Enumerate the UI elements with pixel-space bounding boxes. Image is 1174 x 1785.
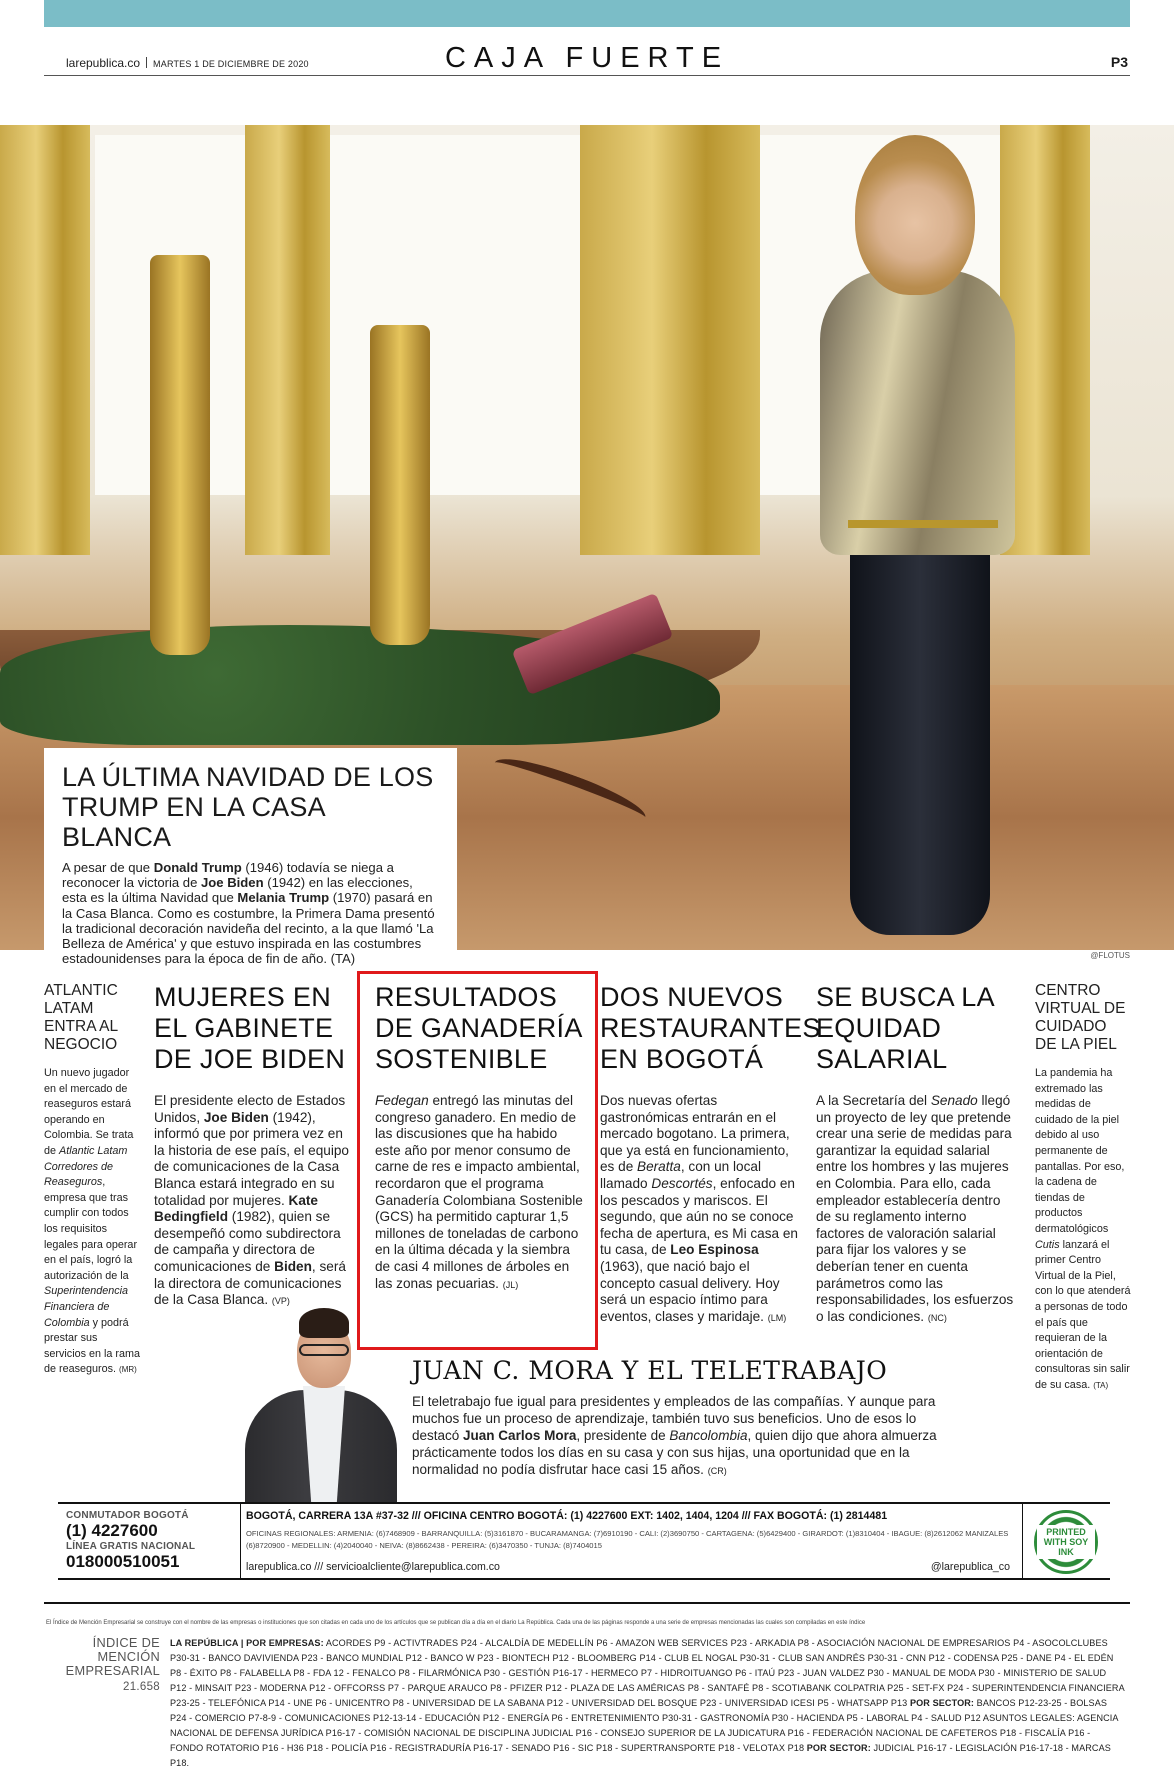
story-body: A la Secretaría del Senado llegó un proyecto de ley que pretende crear una serie de medidas para garantizar la equidad salarial entre los hombres y las mujeres en Colombia. Para ello, cada empleador establecería dentro de su reglamento interno factores de valoración salarial para fijar los valores y se deberían tener en cuenta parámetros como las responsabilidades, los esfuerzos o las condiciones. (NC) [816, 1093, 1014, 1324]
page-number: P3 [1110, 54, 1128, 70]
side-story-atlantic [44, 982, 142, 1378]
story-body: Dos nuevas ofertas gastronómicas entrarán en el mercado bogotano. La primera, que ya está en funcionamiento, es de Beratta, con un local llamado Descortés, enfocado en los pescados y mariscos. El segundo, que aún no se conoce fecha de apertura, es Mi casa en tu casa, de Leo Espinosa (1963), que nació bajo el concepto casual delivery. Hoy será un espacio íntimo para eventos, clases y maridaje. (LM) [600, 1093, 798, 1324]
section-title: CAJA FUERTE [444, 42, 730, 74]
side-story-body: Un nuevo jugador en el mercado de reaseguros estará operando en Colombia. Se trata de Atlantic Latam Corredores de Reaseguros, empresa que tras cumplir con todos los requisitos legales para operar en el país, logró la autorización de la Superintendencia Financiera de Colombia y podrá prestar sus servicios en la rama de reaseguros. (MR) [44, 1067, 141, 1376]
contact-box [58, 1502, 1110, 1580]
index-count: 21.658 [123, 1681, 160, 1693]
main-story [44, 748, 457, 967]
mora-title: JUAN C. MORA Y EL TELETRABAJO [412, 1356, 888, 1385]
gratis-label: LÍNEA GRATIS NACIONAL [66, 1541, 196, 1552]
side-story-body: La pandemia ha extremado las medidas de cuidado de la piel debido al uso permanente de pantallas. Por eso, la cadena de tiendas de productos dermatológicos Cutis lanzará el primer Centro Virtual de la Piel, con lo que atenderá a personas de todo el país que requieran de la orientación de consultoras sin salir de su casa. (TA) [1035, 1067, 1131, 1391]
story-title: MUJERES EN EL GABINETE DE JOE BIDEN [154, 982, 346, 1074]
story-body: Fedegan entregó las minutas del congreso ganadero. En medio de las discusiones que ha habido este año por menor consumo de carne de res e impacto ambiental, recordaron que el programa Ganadería Colombiana Sostenible (GCS) ha permitido capturar 1,5 millones de toneladas de carbono en la última década y la siembra de casi 4 millones de árboles en las zonas pecuarias. (JL) [375, 1093, 583, 1291]
conmutador-number[interactable]: (1) 4227600 [66, 1521, 158, 1540]
issue-date: MARTES 1 DE DICIEMBRE DE 2020 [153, 59, 309, 69]
regional-offices: OFICINAS REGIONALES: ARMENIA: (6)7468909 - BARRANQUILLA: (5)3161870 - BUCARAMANGA: (7)6910190 - CALI: (2)3690750 - CARTAGENA: (5)6429400 - GIRARDOT: (1)8310404 - IBAGUE: (8)2612062 MANIZALES (6)8720900 - MEDELLIN: (4)2040040 - NEIVA: (8)8662438 - PEREIRA: (6)3470350 - TUNJA: (8)7404015 [246, 1529, 1009, 1550]
main-story-title: LA ÚLTIMA NAVIDAD DE LOS TRUMP EN LA CASA BLANCA [62, 762, 434, 852]
conmutador-label: CONMUTADOR BOGOTÁ [66, 1510, 189, 1521]
social-handle[interactable]: @larepublica_co [930, 1561, 1010, 1573]
side-story-title: CENTRO VIRTUAL DE CUIDADO DE LA PIEL [1035, 982, 1126, 1053]
story-mora [412, 1356, 947, 1480]
story-restaurants [600, 982, 821, 1326]
side-story-piel [1035, 982, 1131, 1393]
main-story-body: A pesar de que Donald Trump (1946) todavía se niega a reconocer la victoria de Joe Biden (1942) en las elecciones, esta es la última Navidad que Melania Trump (1970) pasará en la Casa Blanca. Como es costumbre, la Primera Dama presentó la tradicional decoración navideña del recinto, a la que llamó 'La Belleza de América' y que estuvo inspirada en las costumbres estadounidenses para la época de fin de año. (TA) [62, 860, 435, 967]
site-name[interactable]: larepublica.co [66, 56, 141, 70]
gratis-number[interactable]: 018000510051 [66, 1552, 180, 1571]
site-email-links[interactable]: larepublica.co /// servicioalcliente@larepublica.com.co [246, 1561, 500, 1573]
index-note: El Índice de Mención Empresarial se construye con el nombre de las empresas o instituciones que son citadas en cada uno de los artículos que se publican día a día en el diario La República. Cada una de las páginas responde a una serie de empresas mencionadas las cuales son compiladas en este índice [46, 1620, 866, 1626]
company-index [44, 1602, 1130, 1768]
story-biden-cabinet [154, 982, 354, 1310]
soy-ink-logo: PRINTED WITH SOY INK [1034, 1510, 1098, 1574]
mora-portrait [245, 1306, 397, 1502]
phone-block [66, 1510, 234, 1572]
story-body: El presidente electo de Estados Unidos, Joe Biden (1942), informó que por primera vez en la historia de ese país, el equipo de comunicaciones de la Casa Blanca estará integrado en su totalidad por mujeres. Kate Bedingfield (1982), quien se desempeñó como subdirectora de campaña y directora de comunicaciones de Biden, será la directora de comunicaciones de la Casa Blanca. (VP) [154, 1093, 349, 1308]
top-color-bar [44, 0, 1130, 27]
side-story-title: ATLANTIC LATAM ENTRA AL NEGOCIO [44, 982, 118, 1053]
mora-body: El teletrabajo fue igual para presidentes y empleados de las compañías. Y aunque para muchos fue un proceso de aprendizaje, también tuvo sus beneficios. Uno de esos lo destacó Juan Carlos Mora, presidente de Bancolombia, quien dijo que ahora almuerza prácticamente todos los días en su casa y con sus hijas, una oportunidad que en la normalidad no podía disfrutar hace casi 15 años. (CR) [412, 1394, 937, 1477]
index-list: LA REPÚBLICA | POR EMPRESAS: ACORDES P9 - ACTIVTRADES P24 - ALCALDÍA DE MEDELLÍN P6 - AMAZON WEB SERVICES P23 - ARKADIA P8 - ASOCIACIÓN NACIONAL DE EMPRESARIOS P4 - ASOCOLCLUBES P30-31 - BANCO DAVIVIENDA P23 - BANCO MUNDIAL P12 - BANCO W P23 - BIONTECH P12 - BLOOMBERG P14 - CLUB EL NOGAL P30-31 - CLUB SAN ANDRÉS P30-31 - CNN P12 - CODENSA P25 - DANE P4 - EL EDÉN P8 - ÉXITO P8 - FALABELLA P8 - FDA 12 - FENALCO P8 - FILARMÓNICA P30 - GESTIÓN P16-17 - HERMECO P7 - HIDROITUANGO P6 - ITAÚ P23 - JUAN VALDEZ P30 - MANUAL DE MODA P30 - MINISTERIO DE SALUD P12 - MINSAIT P23 - MODERNA P12 - OFFCORSS P7 - PARQUE ARAUCO P8 - PFIZER P12 - PLAZA DE LAS AMÉRICAS P8 - SANTAFÉ P8 - SCOTIABANK COLPATRIA P25 - SET-FX P24 - SUPERINTENDENCIA FINANCIERA P23-25 - TELEFÓNICA P14 - UNE P6 - UNICENTRO P8 - UNIVERSIDAD DE LA SABANA P12 - UNIVERSIDAD DEL BOSQUE P23 - UNIVERSIDAD ICESI P5 - WHATSAPP P13 POR SECTOR: BANCOS P12-23-25 - BOLSAS P24 - COMERCIO P7-8-9 - COMUNICACIONES P12-13-14 - EDUCACIÓN P12 - ENERGÍA P6 - ENTRETENIMIENTO P30-31 - GASTRONOMÍA P30 - HACIENDA P5 - LABORAL P4 - SALUD P12 ASUNTOS LEGALES: AGENCIA NACIONAL DE DEFENSA JURÍDICA P16-17 - COMISIÓN NACIONAL DE DISCIPLINA JUDICIAL P16 - CONSEJO SUPERIOR DE LA JUDICATURA P16 - FEDERACIÓN NACIONAL DE CAFETEROS P18 - FISCALÍA P16 - FONDO ROTATORIO P16 - H36 P18 - POLICÍA P16 - REGISTRADURÍA P16-17 - SENADO P16 - SIC P18 - SUPERTRANSPORTE P18 - VELOTAX P18 POR SECTOR: JUDICIAL P16-17 - LEGISLACIÓN P16-17-18 - MARCAS P18. [170, 1638, 1125, 1768]
index-title: ÍNDICE DE MENCIÓN EMPRESARIAL 21.658 [50, 1636, 160, 1694]
address-line: BOGOTÁ, CARRERA 13A #37-32 /// OFICINA CENTRO BOGOTÁ: (1) 4227600 EXT: 1402, 1404, 1204 /// FAX BOGOTÁ: (1) 2814481 [246, 1510, 888, 1522]
page-header [44, 40, 1130, 76]
story-title: SE BUSCA LA EQUIDAD SALARIAL [816, 982, 994, 1074]
highlight-box [357, 971, 598, 1350]
story-title: DOS NUEVOS RESTAURANTES EN BOGOTÁ [600, 982, 821, 1074]
photo-credit: @FLOTUS [1090, 951, 1130, 960]
address-block [246, 1510, 1016, 1551]
story-equidad-salarial [816, 982, 1016, 1326]
story-title: RESULTADOS DE GANADERÍA SOSTENIBLE [375, 982, 582, 1074]
